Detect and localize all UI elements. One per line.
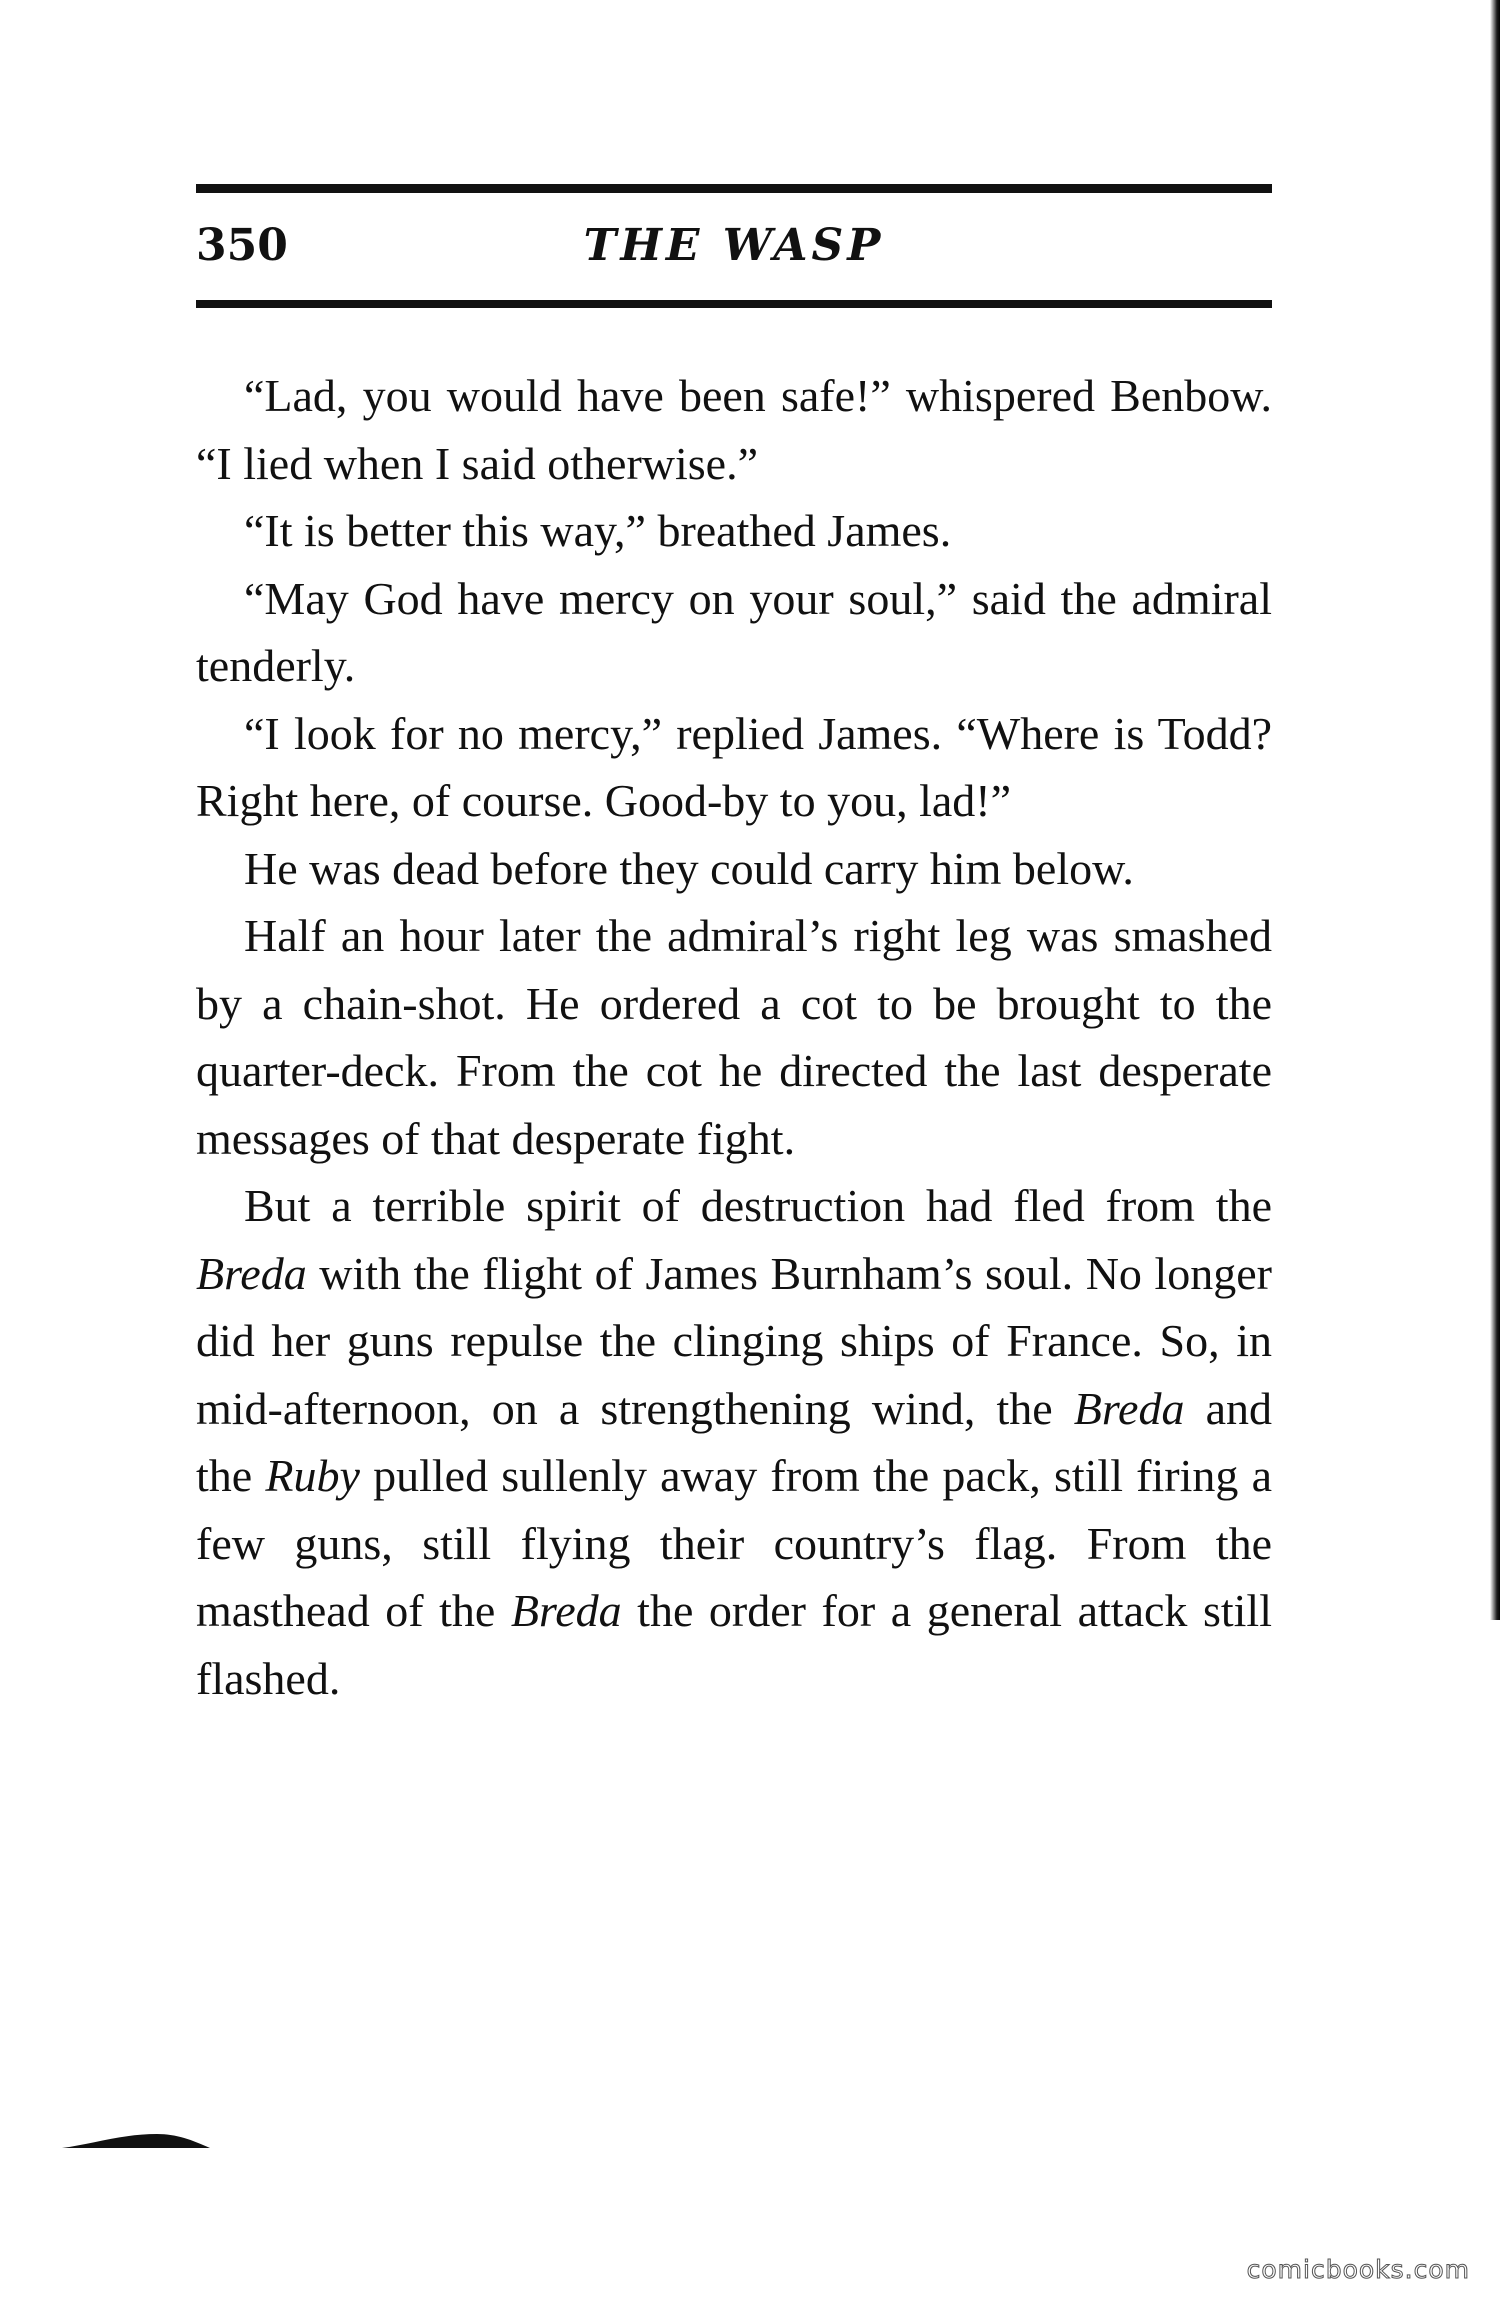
paragraph-3: “May God have mercy on your soul,” said the admiral tenderly. <box>196 572 1272 691</box>
text-run: with the flight of James Burnham’s soul. No longer did her guns repulse the clinging ships of France. So, in mid-afternoon, on a strengthening wind, the <box>196 1247 1272 1434</box>
text-run: the order for a general attack still flashed. <box>196 1585 1272 1704</box>
text-run: pulled sullenly away from the pack, still firing a few guns, still flying their country’s flag. From the masthead of the <box>196 1450 1272 1636</box>
printers-ornament-icon <box>62 2132 210 2150</box>
header-rule-top <box>196 184 1272 193</box>
paragraph-2: “It is better this way,” breathed James. <box>244 505 952 556</box>
text-run: and the <box>196 1382 1273 1501</box>
paragraph-6: Half an hour later the admiral’s right leg was smashed by a chain-shot. He ordered a cot to be brought to the quarter-deck. From the cot he directed the last desperate messages of that desperate fight. <box>196 910 1272 1164</box>
body-text <box>196 362 1272 1712</box>
watermark: comicbooks.com <box>1246 2255 1470 2284</box>
paragraph-7 <box>196 1172 1272 1712</box>
ship-name: Ruby <box>265 1450 360 1501</box>
text-run: But a terrible spirit of destruction had fled from the <box>244 1180 1272 1231</box>
paragraph-4: “I look for no mercy,” replied James. “Where is Todd? Right here, of course. Good-by to you, lad!” <box>196 707 1272 826</box>
paragraph-5: He was dead before they could carry him below. <box>244 842 1134 894</box>
header-rule-bottom <box>196 300 1272 308</box>
ship-name: Breda <box>510 1585 622 1636</box>
ship-name: Breda <box>196 1247 307 1299</box>
page-edge-shadow <box>1490 0 1500 1620</box>
paragraph-1: “Lad, you would have been safe!” whispered Benbow. “I lied when I said otherwise.” <box>196 370 1272 489</box>
running-header <box>196 216 1272 276</box>
page-number: 350 <box>196 220 288 271</box>
ship-name: Breda <box>1073 1382 1185 1434</box>
running-title: THE WASP <box>583 220 885 271</box>
